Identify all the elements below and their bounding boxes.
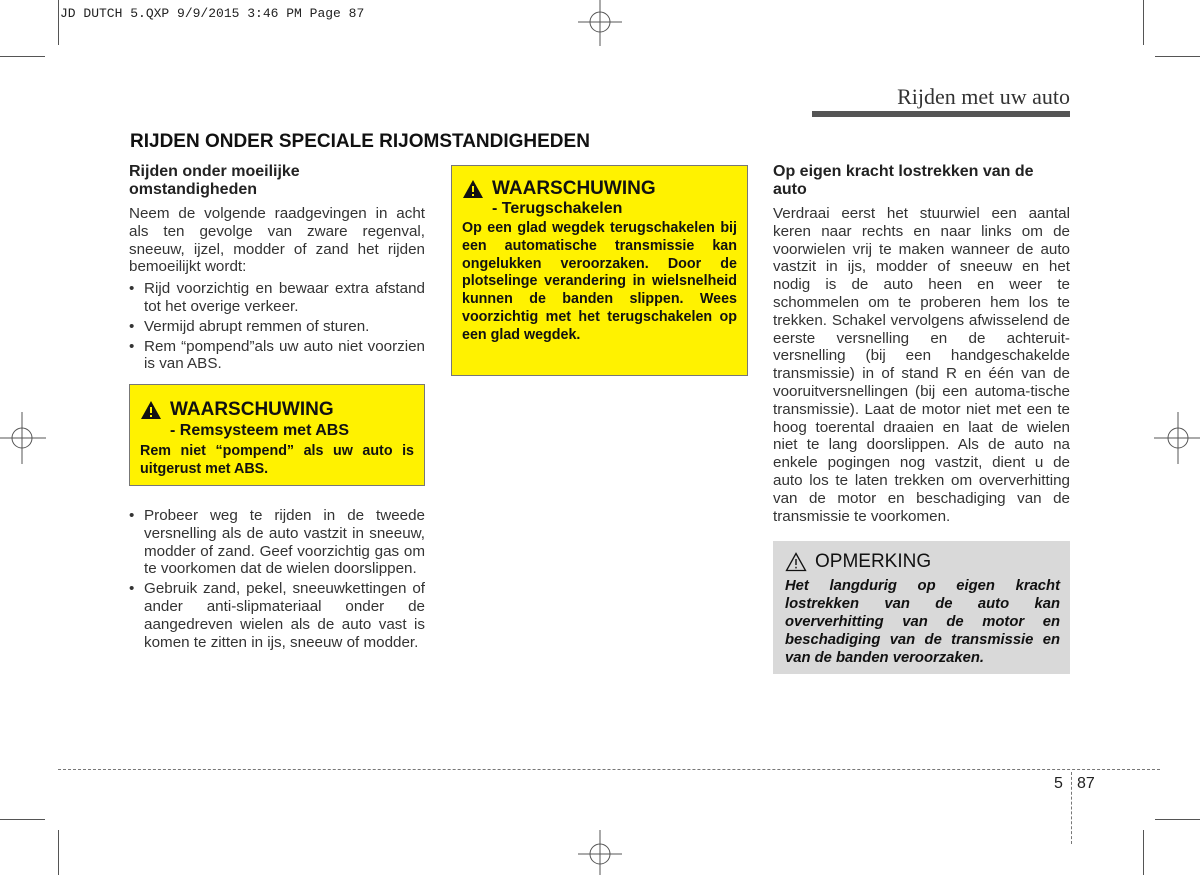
warning-body: Rem niet “pompend” als uw auto is uitgerust met ABS. [140,443,414,477]
chapter-header-title: Rijden met uw auto [897,84,1070,109]
registration-mark-icon [1154,412,1200,464]
right-column [773,163,1070,525]
warning-subtitle: - Terugschakelen [492,200,623,217]
section-title: RIJDEN ONDER SPECIALE RIJOMSTANDIGHEDEN [130,131,590,152]
note-body: Het langdurig op eigen kracht lostrekken van de auto kan oververhitting van de motor en beschadiging van de transmissie en van de banden veroorzaken. [785,578,1060,666]
crop-mark [58,0,59,45]
crop-mark [1143,0,1144,45]
list-item: • Probeer weg te rijden in de tweede versnelling als de auto vastzit in sneeuw, modder of zand. Geef voorzichtig gas om te voorkomen dat de wielen doorslippen. [129,507,425,578]
warning-body: Op een glad wegdek terugschakelen bij een automatische transmissie kan ongelukken veroorzaken. Door de plotselinge verandering in wielsnelheid kunnen de banden slippen. Wees voorzichtig met het terugschakelen op een glad wegdek. [462,220,737,343]
list-item: • Gebruik zand, pekel, sneeuwkettingen of ander anti-slipmateriaal onder de aangedreven wielen als de auto vast is komen te zitten in ijs, sneeuw of modder. [129,580,425,651]
note-box [773,541,1070,674]
footer-divider [58,769,1160,770]
left-column-continued [129,507,425,653]
warning-box-abs [129,384,425,486]
caution-triangle-icon [785,552,807,572]
list-item: • Rijd voorzichtig en bewaar extra afstand tot het overige verkeer. [129,280,425,315]
registration-mark-icon [576,0,624,46]
crop-mark [1155,819,1200,820]
left-heading: Rijden onder moeilijke omstandigheden [129,163,300,198]
warning-subtitle: - Remsysteem met ABS [170,422,350,439]
warning-title: WAARSCHUWING [170,399,334,420]
warning-title: WAARSCHUWING [492,178,656,199]
note-title: OPMERKING [815,551,932,572]
crop-mark [58,830,59,875]
print-slug: JD DUTCH 5.QXP 9/9/2015 3:46 PM Page 87 [60,6,365,21]
chapter-number: 5 [1054,775,1063,792]
warning-triangle-icon [462,179,484,199]
left-column [129,163,425,375]
left-bullet-list [129,280,425,373]
crop-mark [1155,56,1200,57]
crop-mark [1143,830,1144,875]
page-number: 87 [1077,775,1095,792]
list-item: • Rem “pompend”als uw auto niet voorzien is van ABS. [129,337,425,373]
registration-mark-icon [0,412,46,464]
left-intro: Neem de volgende raadgevingen in acht als ten gevolge van zware regenval, sneeuw, ijzel, modder of zand het rijden bemoeilijkt wordt: [129,205,425,276]
right-body: Verdraai eerst het stuurwiel een aantal keren naar rechts en naar links om de voorwielen vrij te maken wanneer de auto vastzit in ijs, modder of sneeuw en het nodig is de auto heen en weer te schommelen om te proberen hem los te trekken. Schakel vervolgens afwisselend de eerste versnelling en de achteruit-versnelling (bij een handgeschakelde transmissie) in of stand R en één van de vooruitversnellingen (bij een automa-tische transmissie). Laat de motor niet met een te hoog toerental draaien en laat de wielen niet te lang doorslippen. Als de auto na enkele pogingen nog vastzit, dient u de auto los te laten trekken om oververhitting van de motor en beschadiging van de transmissie te voorkomen. [773,205,1070,525]
right-heading: Op eigen kracht lostrekken van de auto [773,163,1034,198]
crop-mark [0,819,45,820]
crop-mark [0,56,45,57]
warning-box-downshift [451,165,748,376]
header-bar [812,111,1070,117]
list-item: • Vermijd abrupt remmen of sturen. [129,317,370,335]
warning-triangle-icon [140,400,162,420]
left-bullet-list-2 [129,507,425,651]
page-number-separator [1071,772,1072,844]
registration-mark-icon [576,830,624,875]
